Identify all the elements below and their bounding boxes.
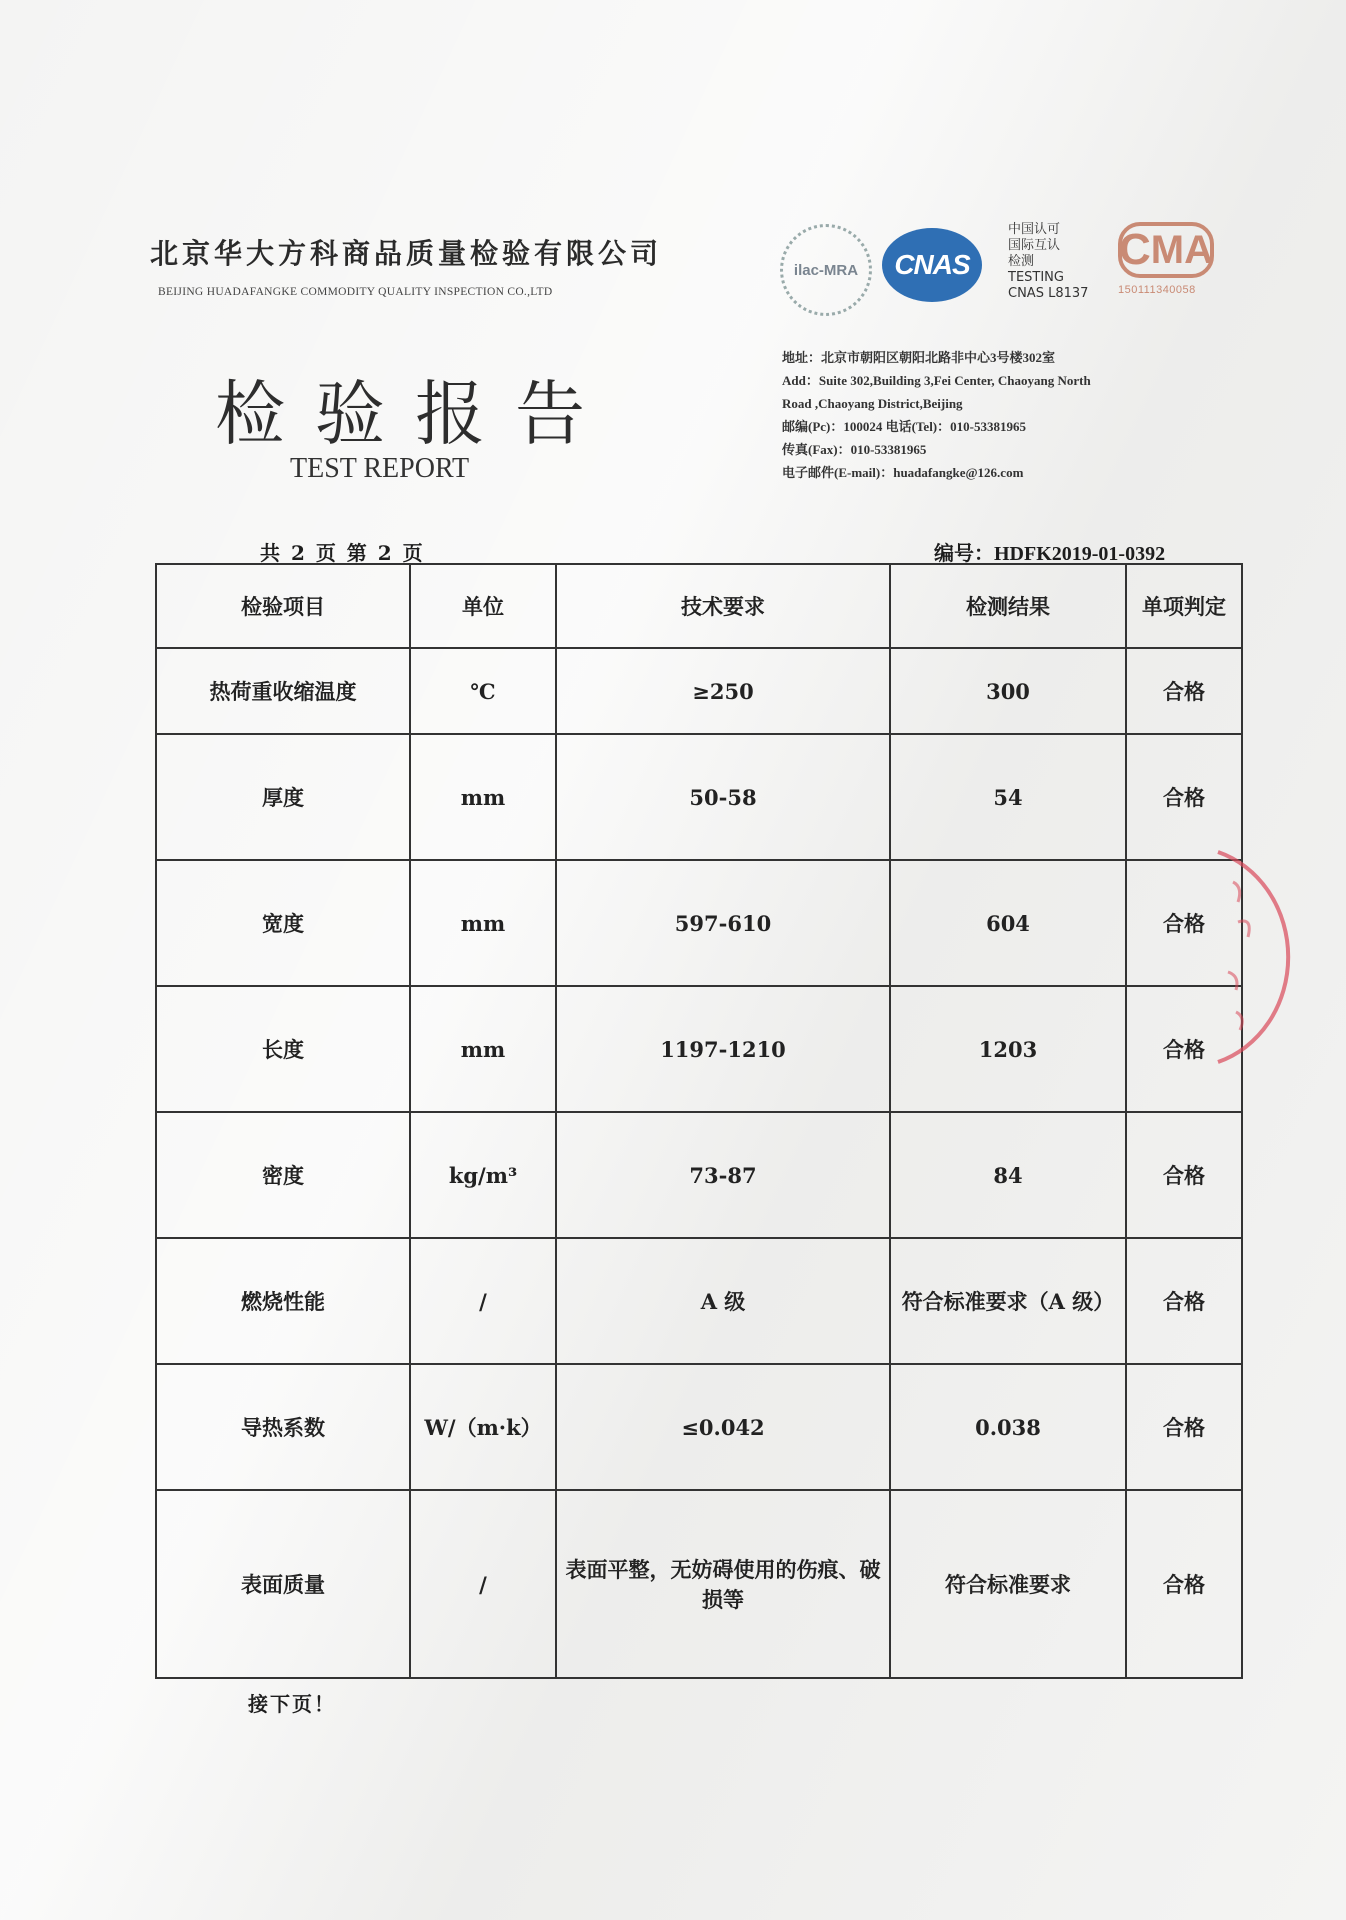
cell-verdict: 合格	[1126, 648, 1242, 734]
cell-item: 表面质量	[156, 1490, 410, 1678]
cell-unit: ℃	[410, 648, 556, 734]
cell-item: 长度	[156, 986, 410, 1112]
cnas-logo: CNAS	[882, 228, 982, 302]
cell-unit: W/（m·k）	[410, 1364, 556, 1490]
cell-unit: mm	[410, 986, 556, 1112]
header-item: 检验项目	[156, 564, 410, 648]
table-row	[156, 986, 1242, 1112]
cnas-line: CNAS L8137	[1008, 286, 1089, 301]
cell-result: 符合标准要求	[890, 1490, 1126, 1678]
cell-requirement: 597-610	[556, 860, 890, 986]
postcode-tel-line: 邮编(Pc)：100024 电话(Tel)：010-53381965	[782, 419, 1026, 434]
cell-verdict: 合格	[1126, 860, 1242, 986]
inspection-table	[155, 563, 1243, 1679]
cell-requirement: 表面平整，无妨碍使用的伤痕、破损等	[556, 1490, 890, 1678]
cell-unit: /	[410, 1490, 556, 1678]
report-number: 编号：HDFK2019-01-0392	[934, 543, 1166, 565]
cnas-line: 检测	[1008, 254, 1035, 269]
accreditation-logos	[776, 218, 1216, 318]
cell-result: 84	[890, 1112, 1126, 1238]
cell-unit: kg/m³	[410, 1112, 556, 1238]
cell-item: 厚度	[156, 734, 410, 860]
table-row	[156, 734, 1242, 860]
cell-verdict: 合格	[1126, 734, 1242, 860]
header-requirement: 技术要求	[556, 564, 890, 648]
cell-item: 导热系数	[156, 1364, 410, 1490]
cell-result: 1203	[890, 986, 1126, 1112]
cell-unit: mm	[410, 860, 556, 986]
cma-letters: MA	[1150, 227, 1213, 272]
address-line: Road ,Chaoyang District,Beijing	[782, 396, 963, 411]
cell-requirement: A 级	[556, 1238, 890, 1364]
table-header-row	[156, 564, 1242, 648]
cell-verdict: 合格	[1126, 986, 1242, 1112]
cma-logo	[1118, 222, 1216, 312]
cell-result: 0.038	[890, 1364, 1126, 1490]
cell-requirement: 73-87	[556, 1112, 890, 1238]
cell-result: 604	[890, 860, 1126, 986]
cell-result: 300	[890, 648, 1126, 734]
cnas-line: 中国认可	[1008, 222, 1061, 237]
table-row	[156, 1238, 1242, 1364]
header-verdict: 单项判定	[1126, 564, 1242, 648]
cnas-line: TESTING	[1008, 270, 1064, 285]
cma-mark: C MA	[1118, 222, 1214, 278]
table-row	[156, 1364, 1242, 1490]
cell-verdict: 合格	[1126, 1238, 1242, 1364]
address-line: 地址：北京市朝阳区朝阳北路非中心3号楼302室	[782, 350, 1056, 365]
header-result: 检测结果	[890, 564, 1126, 648]
company-address	[782, 346, 1202, 484]
cell-requirement: ≥250	[556, 648, 890, 734]
cell-item: 燃烧性能	[156, 1238, 410, 1364]
continued-note: 接下页！	[248, 1692, 336, 1716]
cnas-line: 国际互认	[1008, 238, 1061, 253]
cell-verdict: 合格	[1126, 1112, 1242, 1238]
table-row	[156, 1490, 1242, 1678]
cnas-accreditation-text	[1008, 222, 1088, 302]
header-unit: 单位	[410, 564, 556, 648]
report-title-en: TEST REPORT	[290, 453, 470, 484]
cell-item: 热荷重收缩温度	[156, 648, 410, 734]
ilac-mra-logo: ilac-MRA	[780, 224, 872, 316]
table-row	[156, 1112, 1242, 1238]
cell-result: 54	[890, 734, 1126, 860]
table-row	[156, 648, 1242, 734]
cell-verdict: 合格	[1126, 1490, 1242, 1678]
company-name-en: BEIJING HUADAFANGKE COMMODITY QUALITY INSPECTION CO.,LTD	[158, 286, 553, 298]
cell-item: 密度	[156, 1112, 410, 1238]
cma-number: 150111340058	[1118, 284, 1196, 296]
report-title-cn: 检验报告	[215, 373, 615, 455]
fax-line: 传真(Fax)：010-53381965	[782, 442, 927, 457]
cell-requirement: 50-58	[556, 734, 890, 860]
email-line: 电子邮件(E-mail)：huadafangke@126.com	[782, 465, 1024, 480]
cell-verdict: 合格	[1126, 1364, 1242, 1490]
company-seal-stamp	[1158, 842, 1328, 1072]
cell-unit: /	[410, 1238, 556, 1364]
page-info: 共 2 页 第 2 页	[260, 541, 425, 565]
company-name-cn: 北京华大方科商品质量检验有限公司	[150, 237, 663, 270]
cell-result: 符合标准要求（A 级）	[890, 1238, 1126, 1364]
cell-requirement: 1197-1210	[556, 986, 890, 1112]
cell-requirement: ≤0.042	[556, 1364, 890, 1490]
table-row	[156, 860, 1242, 986]
cell-unit: mm	[410, 734, 556, 860]
address-line: Add：Suite 302,Building 3,Fei Center, Chaoyang North	[782, 373, 1091, 388]
cell-item: 宽度	[156, 860, 410, 986]
